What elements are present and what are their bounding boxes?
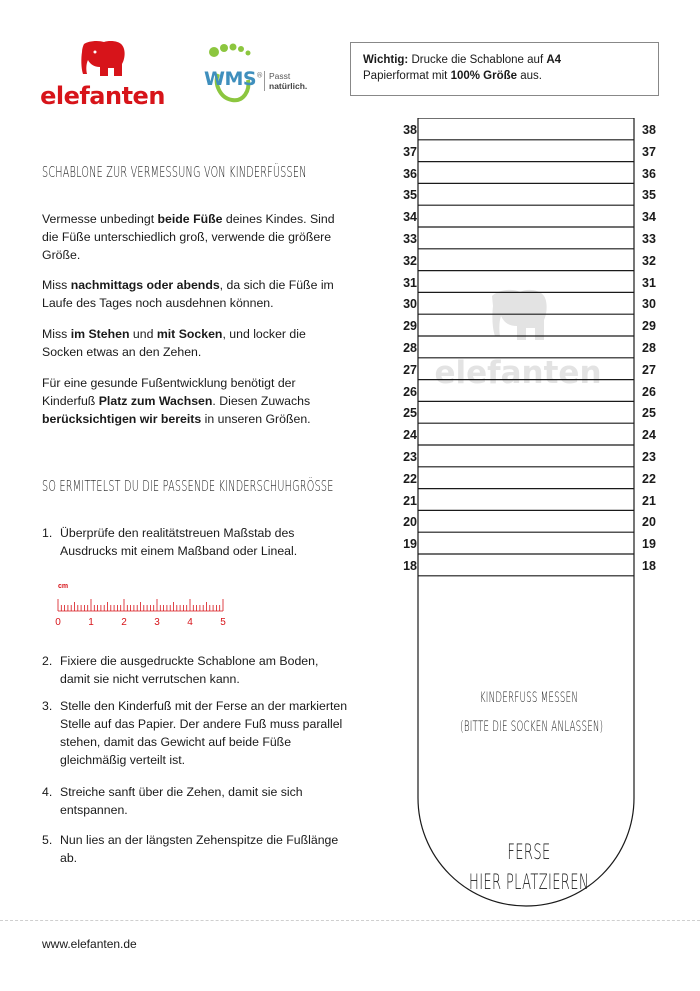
size-label-right: 18 [642,559,656,573]
size-label-right: 19 [642,537,656,552]
print-notice: Wichtig: Drucke die Schablone auf A4 Papierformat mit 100% Größe aus. [350,42,659,96]
size-label-right: 32 [642,253,656,268]
size-label-right: 24 [642,428,656,443]
size-label-right: 38 [642,123,656,137]
foot-outline [418,118,634,906]
template-outline [380,118,680,908]
size-label-left: 35 [403,188,417,203]
heel-label: FERSE [507,840,551,864]
size-label-left: 32 [403,253,417,268]
size-label-right: 30 [642,297,656,312]
ruler-label: 3 [154,617,160,628]
size-label-right: 22 [642,471,656,486]
ruler-label: 4 [187,617,193,628]
wms-logo [200,40,315,108]
ruler-label: 1 [88,617,94,628]
size-label-left: 33 [403,232,417,246]
cut-line [0,920,700,921]
size-label-left: 36 [403,166,417,181]
size-label-right: 36 [642,166,656,181]
cm-ruler [54,582,234,630]
size-label-right: 20 [642,515,656,530]
size-label-left: 34 [403,210,417,225]
size-label-right: 27 [642,362,656,377]
heel-placement-label: HIER PLATZIEREN [469,870,589,894]
wms-tagline: Passt natürlich. [264,71,307,91]
instruction-both-feet: Vermesse unbedingt beide Füße deines Kindes. Sind die Füße unterschiedlich groß, verwende die größere Größe. [42,212,335,262]
size-label-right: 23 [642,450,656,464]
instruction-growth-room: Für eine gesunde Fußentwicklung benötigt der Kinderfuß Platz zum Wachsen. Diesen Zuwachs berücksichtigen wir bereits in unseren Größen. [42,376,311,426]
size-label-left: 18 [403,559,417,573]
size-label-right: 35 [642,188,656,203]
size-label-left: 30 [403,297,417,312]
size-label-left: 24 [403,428,417,443]
size-label-right: 21 [642,493,656,508]
instruction-standing: Miss im Stehen und mit Socken, und locker die Socken etwas an den Zehen. [42,327,306,359]
size-label-left: 37 [403,144,417,159]
measure-instruction: KINDERFUSS MESSEN [479,690,579,706]
size-label-left: 21 [403,493,417,508]
size-label-left: 19 [403,537,417,552]
size-label-left: 23 [403,450,417,464]
watermark [434,290,601,391]
ruler-label: 0 [55,617,61,628]
size-label-left: 28 [403,341,417,355]
size-label-right: 26 [642,384,656,399]
website-url: www.elefanten.de [42,937,137,951]
size-label-right: 37 [642,144,656,159]
elefanten-wordmark: elefanten [40,82,165,110]
size-label-left: 29 [403,319,417,334]
ruler-graphic [54,582,234,630]
size-label-left: 25 [403,406,417,421]
ruler-unit: cm [58,583,69,590]
size-label-left: 26 [403,384,417,399]
section-title-template: SCHABLONE ZUR VERMESSUNG VON KINDERFÜSSEN [42,163,307,181]
size-label-left: 20 [403,515,417,530]
wms-wordmark: WMS® [204,68,263,90]
ruler-label: 5 [220,617,226,628]
size-label-left: 27 [403,362,417,377]
size-label-right: 29 [642,319,656,334]
size-label-right: 33 [642,232,656,246]
size-label-right: 28 [642,341,656,355]
size-label-left: 38 [403,123,417,137]
elefanten-logo [40,40,165,108]
elephant-icon [40,40,165,84]
foot-template [380,118,680,908]
section-title-size-steps: SO ERMITTELST DU DIE PASSENDE KINDERSCHUHGRÖSSE [42,477,334,495]
size-label-left: 22 [403,471,417,486]
size-label-right: 25 [642,406,656,421]
size-label-right: 31 [642,275,656,290]
ruler-label: 2 [121,617,127,628]
size-label-right: 34 [642,210,656,225]
socks-instruction: (BITTE DIE SOCKEN ANLASSEN) [460,719,604,735]
size-label-left: 31 [403,275,417,290]
svg-text:elefanten: elefanten [434,355,602,391]
instruction-time-of-day: Miss nachmittags oder abends, da sich die Füße im Laufe des Tages noch ausdehnen können. [42,278,334,310]
